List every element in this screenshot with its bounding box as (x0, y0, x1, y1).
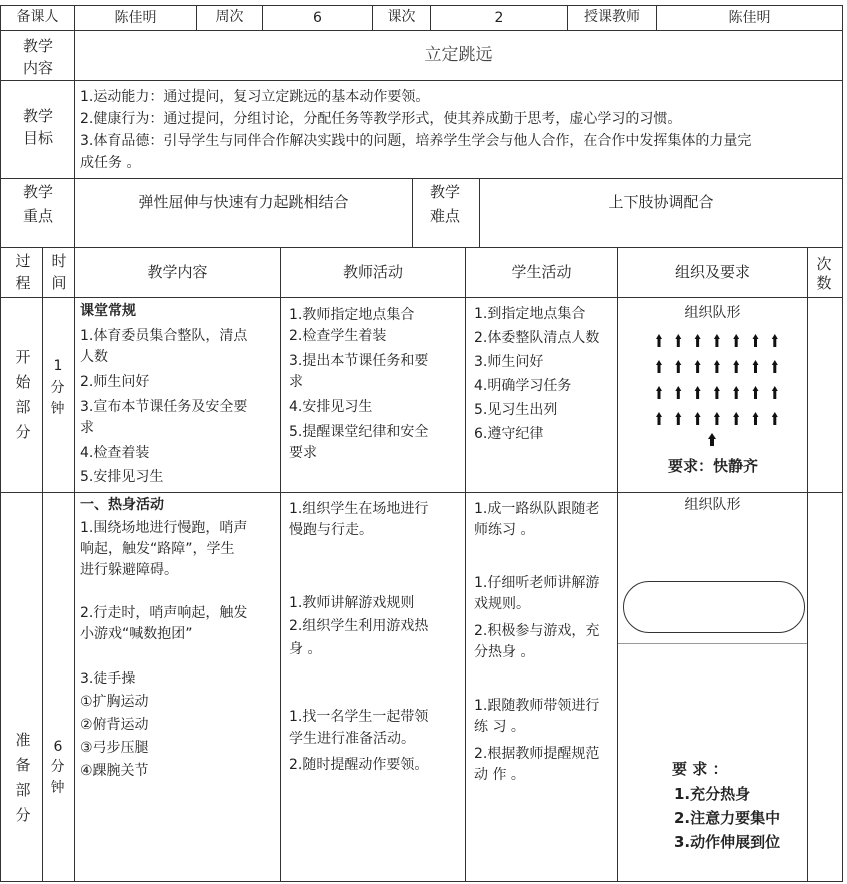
list-item: 师练习 。 (474, 522, 535, 538)
list-item: 2.组织学生利用游戏热 (289, 618, 429, 634)
prep-teacher-block3 (289, 706, 464, 776)
start-time-num: 1 (53, 358, 63, 374)
lesson-value: 2 (494, 10, 504, 26)
list-item: 3.宣布本节课任务及安全要 (80, 399, 248, 415)
prep-content-block1 (80, 518, 278, 581)
student-marker (714, 360, 720, 373)
list-item: 3.提出本节课任务和要 (289, 353, 429, 369)
goals-label: 教学 目标 (22, 107, 53, 147)
start-time-unit: 分 钟 (50, 380, 65, 417)
col-content: 教学内容 (147, 263, 208, 281)
prep-req-title: 要 求 ： (672, 760, 728, 778)
list-item: 人数 (80, 349, 108, 365)
student-marker (656, 360, 662, 373)
list-item: 1.教师指定地点集合 (289, 307, 415, 323)
list-item: 6.遵守纪律 (474, 426, 544, 442)
prep-student-block1 (474, 499, 619, 541)
list-item: 求 (289, 374, 303, 390)
list-item: 2.积极参与游戏，充 (474, 623, 600, 639)
list-item: 1.找一名学生一起带领 (289, 709, 429, 725)
list-item: 2.注意力要集中 (674, 809, 781, 827)
teacher-name: 陈佳明 (114, 10, 157, 26)
week-label: 周次 (215, 9, 244, 25)
lesson-title: 立定跳远 (424, 45, 493, 65)
prep-req-list (674, 782, 780, 854)
list-item: 2.检查学生着装 (289, 328, 387, 344)
col-count: 次数 (816, 255, 832, 292)
student-marker (753, 334, 759, 347)
list-item: 2.随时提醒动作要领。 (289, 757, 429, 773)
track-oval-shape (623, 581, 805, 633)
list-item: 2.行走时，哨声响起，触发 (80, 605, 248, 621)
start-process: 开 始 部 分 (15, 348, 31, 441)
content-label: 教学 内容 (22, 37, 53, 77)
prep-time-unit: 分 钟 (50, 759, 65, 796)
goal-item: 3.体育品德：引导学生与同伴合作解决实践中的问题，培养学生学会与他人合作，在合作中发挥集体的力量完 (80, 133, 752, 149)
prep-student-block2 (474, 573, 619, 663)
list-item: 5.见习生出列 (474, 402, 558, 418)
start-content-title: 课堂常规 (80, 303, 136, 319)
student-marker (772, 334, 778, 347)
start-org-requirement: 要求：快静齐 (668, 457, 759, 475)
student-marker (656, 412, 662, 425)
list-item: 要求 (289, 445, 317, 461)
difficulty-label: 教学 难点 (429, 183, 460, 225)
key-points-label: 教学 重点 (22, 183, 53, 225)
student-marker (714, 386, 720, 399)
list-item: 身 。 (289, 641, 322, 657)
list-item: 1.体育委员集合整队，清点 (80, 328, 248, 344)
list-item: 4.明确学习任务 (474, 378, 572, 394)
student-marker (714, 334, 720, 347)
student-marker (714, 412, 720, 425)
student-marker (772, 412, 778, 425)
list-item: 4.安排见习生 (289, 399, 373, 415)
list-item: 动 作 。 (474, 767, 525, 783)
prep-student-block3 (474, 696, 619, 786)
student-marker (695, 386, 701, 399)
col-process: 过程 (15, 252, 31, 292)
list-item: ①扩胸运动 (80, 694, 149, 710)
list-item: 3.徒手操 (80, 671, 136, 687)
list-item: 分热身 。 (474, 644, 535, 660)
prep-teacher-block1 (289, 499, 464, 541)
col-student: 学生活动 (511, 263, 572, 281)
list-item: ③弓步压腿 (80, 740, 149, 756)
student-marker (695, 360, 701, 373)
prep-process: 准 备 部 分 (15, 731, 31, 824)
prep-content-block3 (80, 668, 278, 783)
student-marker (695, 412, 701, 425)
col-org: 组织及要求 (674, 263, 750, 281)
list-item: 1.仔细听老师讲解游 (474, 575, 600, 591)
list-item: 慢跑与行走。 (289, 522, 373, 538)
teacher-label: 备课人 (16, 9, 59, 25)
student-marker (772, 360, 778, 373)
student-marker (753, 386, 759, 399)
student-marker (733, 360, 739, 373)
list-item: 响起，触发“路障”，学生 (80, 541, 235, 557)
teacher-marker (708, 433, 716, 446)
list-item: 1.跟随教师带领进行 (474, 698, 600, 714)
student-marker (772, 386, 778, 399)
list-item: 4.检查着装 (80, 445, 150, 461)
list-item: 练 习 。 (474, 719, 525, 735)
list-item: 1.组织学生在场地进行 (289, 501, 429, 517)
goal-item: 成任务 。 (80, 155, 141, 171)
list-item: 进行躲避障碍。 (80, 562, 178, 578)
list-item: ②俯背运动 (80, 717, 149, 733)
list-item: 戏规则。 (474, 596, 530, 612)
student-marker (733, 334, 739, 347)
prep-content-block2 (80, 603, 278, 645)
student-marker (675, 360, 681, 373)
lesson-label: 课次 (387, 9, 416, 25)
list-item: 2.师生问好 (80, 374, 150, 390)
list-item: 2.体委整队清点人数 (474, 330, 600, 346)
list-item: 5.安排见习生 (80, 469, 164, 485)
list-item: 1.教师讲解游戏规则 (289, 595, 415, 611)
prep-teacher-block2 (289, 592, 464, 661)
col-teacher: 教师活动 (342, 263, 403, 281)
list-item: 小游戏“喊数抱团” (80, 626, 193, 642)
student-marker (675, 334, 681, 347)
prep-time-num: 6 (53, 739, 63, 755)
list-item: 3.师生问好 (474, 354, 544, 370)
start-org-title: 组织队形 (684, 305, 741, 321)
list-item: 学生进行准备活动。 (289, 731, 415, 747)
goal-item: 1.运动能力：通过提问，复习立定跳远的基本动作要领。 (80, 89, 430, 105)
prep-org-title: 组织队形 (684, 497, 741, 513)
student-marker (675, 412, 681, 425)
list-item: 1.成一路纵队跟随老 (474, 501, 600, 517)
list-item: 1.充分热身 (674, 785, 751, 803)
student-marker (675, 386, 681, 399)
list-item: 求 (80, 420, 94, 436)
list-item: 1.到指定地点集合 (474, 306, 586, 322)
difficulty-value: 上下肢协调配合 (608, 193, 714, 211)
goal-item: 2.健康行为：通过提问，分组讨论，分配任务等教学形式，使其养成勤于思考，虚心学习的习惯。 (80, 111, 682, 127)
col-time: 时间 (51, 252, 67, 292)
student-marker (733, 386, 739, 399)
list-item: 1.围绕场地进行慢跑，哨声 (80, 520, 248, 536)
student-marker (753, 360, 759, 373)
student-marker (733, 412, 739, 425)
list-item: 5.提醒课堂纪律和安全 (289, 424, 429, 440)
instructor-label: 授课教师 (584, 9, 640, 25)
prep-content-title: 一、热身活动 (80, 497, 164, 513)
key-points-value: 弹性屈伸与快速有力起跳相结合 (138, 193, 349, 211)
student-marker (656, 334, 662, 347)
student-marker (695, 334, 701, 347)
list-item: 2.根据教师提醒规范 (474, 746, 600, 762)
student-marker (753, 412, 759, 425)
week-value: 6 (313, 10, 322, 26)
list-item: ④踝腕关节 (80, 763, 149, 779)
instructor-name: 陈佳明 (728, 10, 771, 26)
student-marker (656, 386, 662, 399)
list-item: 3.动作伸展到位 (674, 833, 781, 851)
